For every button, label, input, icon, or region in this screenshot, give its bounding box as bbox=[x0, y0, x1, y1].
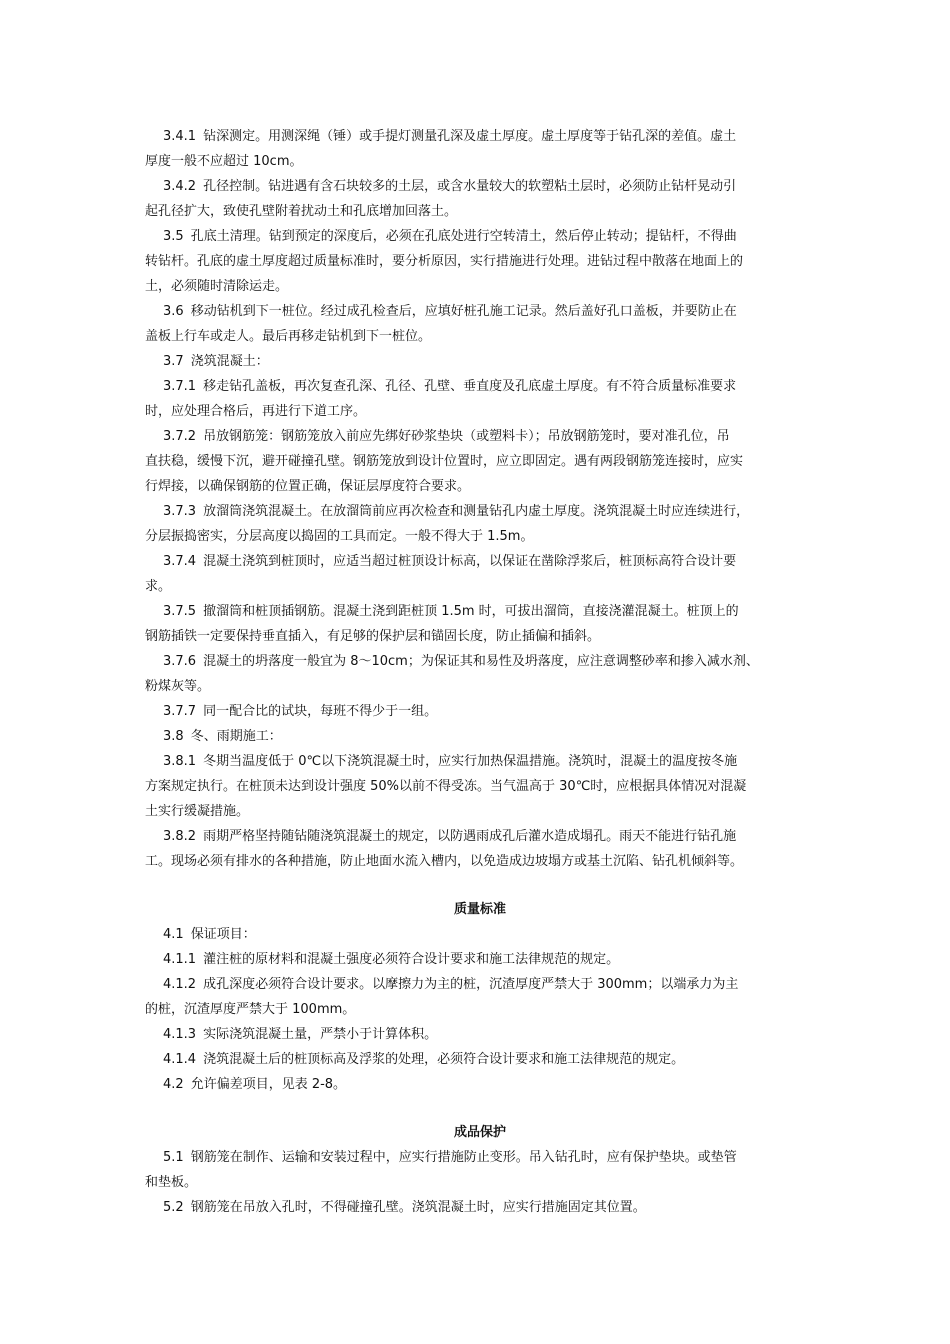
clause-text: 冬期当温度低于 0℃以下浇筑混凝土时，应实行加热保温措施。浇筑时，混凝土的温度按冬施 bbox=[203, 754, 738, 769]
clause-3-7-1-line-2 bbox=[145, 399, 815, 424]
clause-3-7-line-1 bbox=[145, 349, 815, 374]
clause-number: 3.7.3 bbox=[163, 504, 197, 519]
clause-3-4-1-line-1 bbox=[145, 124, 815, 149]
clause-number: 3.7.5 bbox=[163, 604, 197, 619]
heading-quality-standard: 质量标准 bbox=[453, 902, 506, 917]
clause-3-8-1-line-3 bbox=[145, 799, 815, 824]
clause-text: 行焊接，以确保钢筋的位置正确，保证层厚度符合要求。 bbox=[145, 479, 471, 494]
clause-3-4-2-line-1 bbox=[145, 174, 815, 199]
clause-4-1-line-1 bbox=[145, 922, 815, 947]
clause-text: 土实行缓凝措施。 bbox=[145, 804, 250, 819]
clause-4-1-4-line-1 bbox=[145, 1047, 815, 1072]
clause-number: 3.7.4 bbox=[163, 554, 197, 569]
clause-3-7-5-line-1 bbox=[145, 599, 815, 624]
clause-5-2-line-1 bbox=[145, 1195, 815, 1220]
clause-3-7-3-line-2 bbox=[145, 524, 815, 549]
clause-text: 浇筑混凝土后的桩顶标高及浮浆的处理，必须符合设计要求和施工法律规范的规定。 bbox=[203, 1052, 685, 1067]
clause-number: 3.7.1 bbox=[163, 379, 197, 394]
clause-number: 3.7.6 bbox=[163, 654, 197, 669]
clause-text: 保证项目： bbox=[190, 927, 256, 942]
clause-text: 同一配合比的试块，每班不得少于一组。 bbox=[203, 704, 438, 719]
clause-number: 3.8.1 bbox=[163, 754, 197, 769]
clause-text: 分层振捣密实，分层高度以捣固的工具而定。一般不得大于 1.5m。 bbox=[145, 529, 534, 544]
clause-number: 3.8 bbox=[163, 729, 184, 744]
clause-4-1-2-line-1 bbox=[145, 972, 815, 997]
clause-text: 和垫板。 bbox=[145, 1175, 198, 1190]
clause-text: 盖板上行车或走人。最后再移走钻机到下一桩位。 bbox=[145, 329, 432, 344]
clause-number: 3.7.2 bbox=[163, 429, 197, 444]
clause-text: 实际浇筑混凝土量，严禁小于计算体积。 bbox=[203, 1027, 438, 1042]
clause-text: 厚度一般不应超过 10cm。 bbox=[145, 154, 303, 169]
clause-3-7-7-line-1 bbox=[145, 699, 815, 724]
clause-number: 4.1.4 bbox=[163, 1052, 197, 1067]
clause-text: 冬、雨期施工： bbox=[190, 729, 282, 744]
clause-text: 混凝土的坍落度一般宜为 8～10cm；为保证其和易性及坍落度，应注意调整砂率和掺入减水剂、 bbox=[203, 654, 759, 669]
clause-number: 4.1.2 bbox=[163, 977, 197, 992]
clause-text: 钢筋笼在制作、运输和安装过程中，应实行措施防止变形。吊入钻孔时，应有保护垫块。或垫管 bbox=[190, 1150, 737, 1165]
clause-3-4-2-line-2 bbox=[145, 199, 815, 224]
clause-4-1-3-line-1 bbox=[145, 1022, 815, 1047]
clause-3-7-6-line-2 bbox=[145, 674, 815, 699]
clause-5-1-line-2 bbox=[145, 1170, 815, 1195]
clause-3-6-line-2 bbox=[145, 324, 815, 349]
clause-text: 移走钻孔盖板，再次复查孔深、孔径、孔壁、垂直度及孔底虚土厚度。有不符合质量标准要求 bbox=[203, 379, 737, 394]
clause-text: 的桩，沉渣厚度严禁大于 100mm。 bbox=[145, 1002, 356, 1017]
clause-text: 成孔深度必须符合设计要求。以摩擦力为主的桩，沉渣厚度严禁大于 300mm；以端承力为主 bbox=[203, 977, 739, 992]
clause-number: 3.7 bbox=[163, 354, 184, 369]
clause-4-2-line-1 bbox=[145, 1072, 815, 1097]
clause-text: 时，应处理合格后，再进行下道工序。 bbox=[145, 404, 367, 419]
clause-text: 起孔径扩大，致使孔壁附着扰动土和孔底增加回落土。 bbox=[145, 204, 458, 219]
clause-3-5-line-2 bbox=[145, 249, 815, 274]
clause-number: 3.4.1 bbox=[163, 129, 197, 144]
clause-text: 混凝土浇筑到桩顶时，应适当超过桩顶设计标高，以保证在凿除浮浆后，桩顶标高符合设计要 bbox=[203, 554, 737, 569]
clause-3-8-line-1 bbox=[145, 724, 815, 749]
clause-number: 4.2 bbox=[163, 1077, 184, 1092]
clause-text: 钻深测定。用测深绳（锤）或手提灯测量孔深及虚土厚度。虚土厚度等于钻孔深的差值。虚土 bbox=[203, 129, 737, 144]
clause-3-8-1-line-2 bbox=[145, 774, 815, 799]
clause-text: 孔底土清理。钻到预定的深度后，必须在孔底处进行空转清土，然后停止转动；提钻杆，不得曲 bbox=[190, 229, 737, 244]
clause-3-8-2-line-1 bbox=[145, 824, 815, 849]
clause-number: 3.8.2 bbox=[163, 829, 197, 844]
section-4 bbox=[145, 922, 815, 1097]
clause-text: 放溜筒浇筑混凝土。在放溜筒前应再次检查和测量钻孔内虚土厚度。浇筑混凝土时应连续进行， bbox=[203, 504, 750, 519]
document-body bbox=[145, 124, 815, 1220]
clause-3-6-line-1 bbox=[145, 299, 815, 324]
clause-number: 4.1.1 bbox=[163, 952, 197, 967]
clause-text: 方案规定执行。在桩顶未达到设计强度 50%以前不得受冻。当气温高于 30℃时，应根据具体情况对混凝 bbox=[145, 779, 747, 794]
clause-text: 移动钻机到下一桩位。经过成孔检查后，应填好桩孔施工记录。然后盖好孔口盖板，并要防止在 bbox=[190, 304, 737, 319]
clause-number: 4.1.3 bbox=[163, 1027, 197, 1042]
clause-number: 3.7.7 bbox=[163, 704, 197, 719]
clause-text: 土，必须随时清除运走。 bbox=[145, 279, 289, 294]
clause-text: 直扶稳，缓慢下沉，避开碰撞孔壁。钢筋笼放到设计位置时，应立即固定。遇有两段钢筋笼连接时，应实 bbox=[145, 454, 744, 469]
clause-3-7-1-line-1 bbox=[145, 374, 815, 399]
clause-number: 3.6 bbox=[163, 304, 184, 319]
clause-3-7-6-line-1 bbox=[145, 649, 815, 674]
clause-text: 钢筋笼在吊放入孔时，不得碰撞孔壁。浇筑混凝土时，应实行措施固定其位置。 bbox=[190, 1200, 646, 1215]
clause-3-5-line-1 bbox=[145, 224, 815, 249]
clause-text: 允许偏差项目，见表 2-8。 bbox=[190, 1077, 347, 1092]
heading-product-protection: 成品保护 bbox=[453, 1125, 506, 1140]
clause-text: 工。现场必须有排水的各种措施，防止地面水流入槽内，以免造成边坡塌方或基土沉陷、钻孔机倾斜等。 bbox=[145, 854, 744, 869]
clause-3-7-5-line-2 bbox=[145, 624, 815, 649]
clause-text: 撤溜筒和桩顶插钢筋。混凝土浇到距桩顶 1.5m 时，可拔出溜筒，直接浇灌混凝土。桩顶上的 bbox=[203, 604, 739, 619]
clause-text: 浇筑混凝土： bbox=[190, 354, 269, 369]
clause-text: 吊放钢筋笼：钢筋笼放入前应先绑好砂浆垫块（或塑料卡）；吊放钢筋笼时，要对准孔位，吊 bbox=[203, 429, 730, 444]
section-5 bbox=[145, 1145, 815, 1220]
clause-3-7-2-line-3 bbox=[145, 474, 815, 499]
clause-text: 灌注桩的原材料和混凝土强度必须符合设计要求和施工法律规范的规定。 bbox=[203, 952, 620, 967]
clause-3-7-2-line-1 bbox=[145, 424, 815, 449]
clause-3-5-line-3 bbox=[145, 274, 815, 299]
clause-text: 求。 bbox=[145, 579, 172, 594]
clause-text: 雨期严格坚持随钻随浇筑混凝土的规定，以防遇雨成孔后灌水造成塌孔。雨天不能进行钻孔施 bbox=[203, 829, 737, 844]
clause-5-1-line-1 bbox=[145, 1145, 815, 1170]
clause-number: 5.2 bbox=[163, 1200, 184, 1215]
clause-3-7-3-line-1 bbox=[145, 499, 815, 524]
clause-3-8-1-line-1 bbox=[145, 749, 815, 774]
clause-3-7-4-line-1 bbox=[145, 549, 815, 574]
clause-text: 孔径控制。钻进遇有含石块较多的土层，或含水量较大的软塑粘土层时，必须防止钻杆晃动引 bbox=[203, 179, 737, 194]
clause-text: 转钻杆。孔底的虚土厚度超过质量标准时，要分析原因，实行措施进行处理。进钻过程中散落在地面上的 bbox=[145, 254, 744, 269]
clause-number: 3.5 bbox=[163, 229, 184, 244]
clause-4-1-1-line-1 bbox=[145, 947, 815, 972]
clause-number: 3.4.2 bbox=[163, 179, 197, 194]
clause-text: 钢筋插铁一定要保持垂直插入，有足够的保护层和锚固长度，防止插偏和插斜。 bbox=[145, 629, 601, 644]
clause-3-7-4-line-2 bbox=[145, 574, 815, 599]
clause-3-4-1-line-2 bbox=[145, 149, 815, 174]
clause-3-7-2-line-2 bbox=[145, 449, 815, 474]
clause-3-8-2-line-2 bbox=[145, 849, 815, 874]
clause-number: 5.1 bbox=[163, 1150, 184, 1165]
clause-number: 4.1 bbox=[163, 927, 184, 942]
clause-text: 粉煤灰等。 bbox=[145, 679, 211, 694]
clause-4-1-2-line-2 bbox=[145, 997, 815, 1022]
section-3 bbox=[145, 124, 815, 874]
